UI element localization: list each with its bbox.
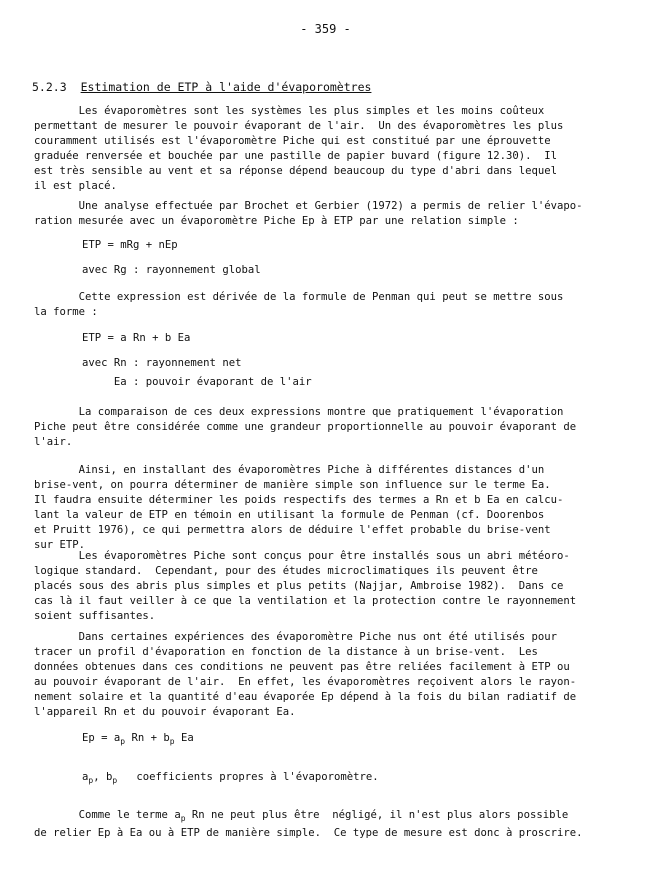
coef-description: coefficients propres à l'évaporomètre. [117,771,379,783]
paragraph-2: Une analyse effectuée par Brochet et Gerbier (1972) a permis de relier l'évapo- ration mesurée avec un évaporomètre Piche Ep à ETP par une relation simple : [34,200,583,227]
equation-1-definition: avec Rg : rayonnement global [82,264,261,276]
equation-2-definition-ea: Ea : pouvoir évaporant de l'air [82,376,312,388]
equation-3-subscript-a: p [120,737,126,746]
equation-3-middle: Rn + b [125,732,170,744]
equation-1: ETP = mRg + nEp [82,239,178,251]
equation-3 [82,731,194,749]
equation-3-definition [82,770,379,788]
coef-a: a [82,771,89,783]
paragraph-7: Dans certaines expériences des évaporomètre Piche nus ont été utilisés pour tracer un profil d'évaporation en fonction de la distance à un brise-vent. Les données obtenues dans ces conditions ne peuvent pas être reliées facilement à ETP ou au pouvoir évaporant de l'air. En effet, les évaporomètres reçoivent alors le rayon- nement solaire et la quantité d'eau évaporée Ep dépend à la fois du bilan radiatif de l'appareil Rn et du pouvoir évaporant Ea. [34,631,577,718]
coef-separator: , b [93,771,113,783]
equation-2-definition-rn: avec Rn : rayonnement net [82,357,242,369]
paragraph-3: Cette expression est dérivée de la formule de Penman qui peut se mettre sous la forme : [34,291,564,318]
paragraph-1: Les évaporomètres sont les systèmes les plus simples et les moins coûteux permettant de mesurer le pouvoir évaporant de l'air. Un des évaporomètres les plus couramment utilisés est l'évaporomètre Piche qui est constitué par une éprouvette graduée renversée et bouchée par une pastille de papier buvard (figure 12.30). Il est très sensible au vent et sa réponse dépend beaucoup du type d'abri dans lequel il est placé. [34,105,564,192]
section-title: Estimation de ETP à l'aide d'évaporomètres [80,80,372,94]
section-heading [32,80,371,94]
equation-2: ETP = a Rn + b Ea [82,332,191,344]
paragraph-8-line1-end: Rn ne peut plus être négligé, il n'est plus alors possible [185,809,569,821]
equation-3-subscript-b: p [169,737,175,746]
page-number: - 359 - [300,22,351,36]
paragraph-6: Les évaporomètres Piche sont conçus pour être installés sous un abri météoro- logique standard. Cependant, pour des études microclimatiques ils peuvent être placés sous des abris plus simples et plus petits (Najjar, Ambroise 1982). Dans ce cas là il faut veiller à ce que la ventilation et la protection contre le rayonnement soient suffisantes. [34,550,577,622]
coef-a-subscript: p [88,776,94,785]
paragraph-8-subscript: p [180,814,186,823]
paragraph-8-line2: de relier Ep à Ea ou à ETP de manière simple. Ce type de mesure est donc à proscrire. [34,827,583,839]
equation-3-rhs: Ea [174,732,194,744]
equation-3-lhs: Ep = a [82,732,121,744]
paragraph-4: La comparaison de ces deux expressions montre que pratiquement l'évaporation Piche peut être considérée comme une grandeur proportionnelle au pouvoir évaporant de l'air. [34,406,577,448]
paragraph-5: Ainsi, en installant des évaporomètres Piche à différentes distances d'un brise-vent, on pourra déterminer de manière simple son influence sur le terme Ea. Il faudra ensuite déterminer les poids respectifs des termes a Rn et b Ea en calcu- lant la valeur de ETP en témoin en utilisant la formule de Penman (cf. Doorenbos et Pruitt 1976), ce qui permettra alors de déduire l'effet probable du brise-vent sur ETP. [34,464,564,551]
paragraph-8-line1-start: Comme le terme a [34,809,181,821]
paragraph-8 [34,808,644,841]
coef-b-subscript: p [112,776,118,785]
section-number: 5.2.3 [32,80,67,94]
